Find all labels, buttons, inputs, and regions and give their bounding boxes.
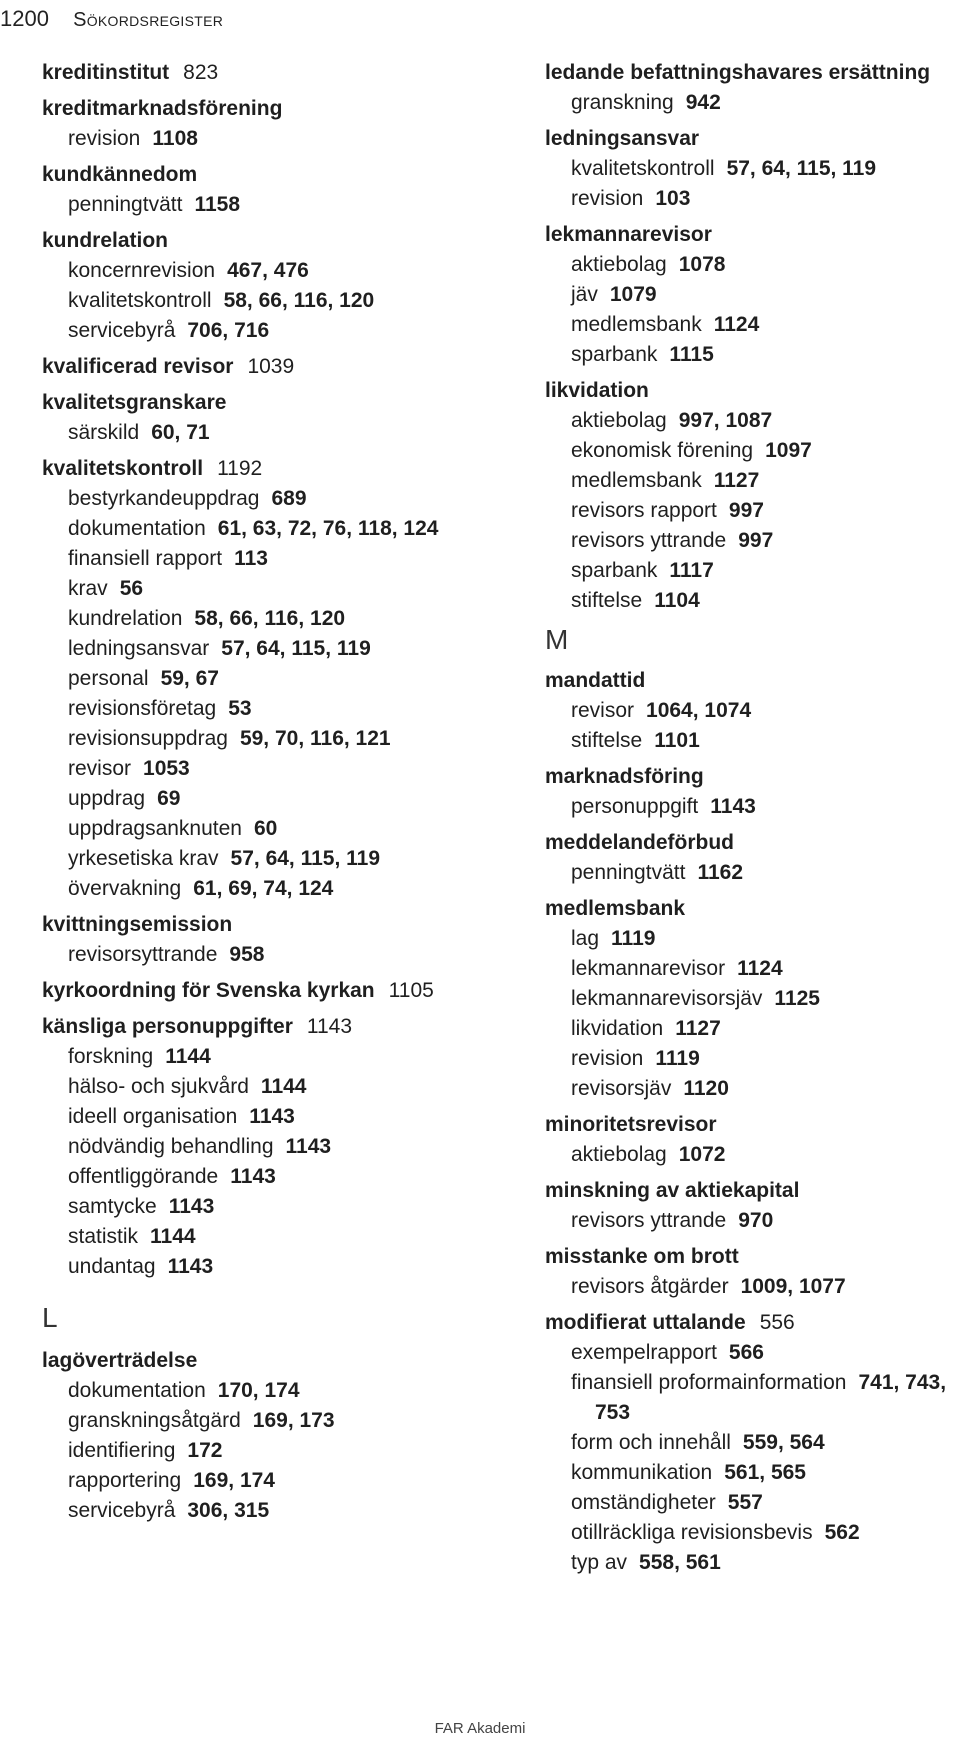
index-subentry (545, 466, 955, 496)
subentry-term: revisorsyttrande (68, 943, 218, 966)
index-subentry (545, 556, 955, 586)
index-headword (42, 454, 502, 484)
subentry-term: aktiebolag (571, 253, 667, 276)
headword-term: ledningsansvar (545, 127, 700, 150)
index-subentry (42, 544, 502, 574)
subentry-term: dokumentation (68, 517, 206, 540)
subentry-pages: 113 (234, 547, 268, 570)
index-entry (42, 1012, 502, 1282)
index-entry (42, 1346, 502, 1526)
index-headword (545, 1242, 955, 1272)
headword-pages: 823 (183, 61, 219, 84)
index-headword (42, 1346, 502, 1376)
subentry-term: personal (68, 667, 149, 690)
left-column (42, 58, 502, 1532)
subentry-pages: 103 (655, 187, 691, 210)
index-subentry (545, 696, 955, 726)
subentry-pages: 1143 (285, 1135, 332, 1158)
subentry-pages: 958 (229, 943, 265, 966)
subentry-term: identifiering (68, 1439, 176, 1462)
headword-pages: 1039 (247, 355, 295, 378)
subentry-pages: 1127 (713, 469, 760, 492)
index-headword (42, 58, 502, 88)
index-subentry (42, 1222, 502, 1252)
subentry-pages: 1143 (710, 795, 756, 818)
headword-term: medlemsbank (545, 897, 686, 920)
index-entry (545, 124, 955, 214)
index-headword (545, 894, 955, 924)
index-subentry (42, 1406, 502, 1436)
subentry-term: revisionsföretag (68, 697, 217, 720)
index-headword (545, 124, 955, 154)
headword-term: kvalitetsgranskare (42, 391, 227, 414)
index-subentry (42, 724, 502, 754)
index-subentry (42, 1436, 502, 1466)
index-entry (545, 762, 955, 822)
subentry-pages: 58, 66, 116, 120 (194, 607, 346, 630)
index-subentry (42, 694, 502, 724)
subentry-pages: 1078 (678, 253, 726, 276)
subentry-term: revisor (571, 699, 635, 722)
index-subentry (42, 574, 502, 604)
index-subentry (42, 1072, 502, 1102)
subentry-pages: 58, 66, 116, 120 (223, 289, 375, 312)
index-headword (545, 220, 955, 250)
subentry-pages: 169, 174 (193, 1469, 275, 1492)
index-subentry (545, 1338, 955, 1368)
subentry-term: finansiell proformainformation (571, 1371, 847, 1394)
subentry-term: revisor (68, 757, 132, 780)
index-headword (42, 910, 502, 940)
index-entry (545, 828, 955, 888)
index-entry (42, 388, 502, 448)
subentry-term: jäv (571, 283, 598, 306)
subentry-term: övervakning (68, 877, 182, 900)
headword-term: lagöverträdelse (42, 1349, 198, 1372)
subentry-pages: 1144 (165, 1045, 211, 1068)
subentry-term: ekonomisk förening (571, 439, 754, 462)
subentry-pages: 1064, 1074 (646, 699, 752, 722)
subentry-term: revision (571, 187, 644, 210)
index-subentry (42, 1042, 502, 1072)
index-subentry (545, 924, 955, 954)
index-subentry (545, 1368, 955, 1428)
subentry-pages: 59, 67 (160, 667, 219, 690)
index-headword (545, 1176, 955, 1206)
headword-term: misstanke om brott (545, 1245, 739, 1268)
index-headword (545, 58, 955, 88)
index-subentry (545, 1458, 955, 1488)
entry-list (42, 1346, 502, 1526)
headword-term: kundrelation (42, 229, 169, 252)
index-subentry (545, 858, 955, 888)
index-entry (42, 910, 502, 970)
subentry-term: särskild (68, 421, 140, 444)
index-subentry (42, 256, 502, 286)
index-subentry (545, 88, 955, 118)
section-title: Sökordsregister (73, 9, 224, 31)
index-entry (42, 454, 502, 904)
subentry-pages: 1101 (654, 729, 700, 752)
index-subentry (42, 874, 502, 904)
index-subentry (545, 954, 955, 984)
subentry-term: aktiebolag (571, 1143, 667, 1166)
subentry-term: koncernrevision (68, 259, 216, 282)
subentry-term: uppdrag (68, 787, 146, 810)
subentry-pages: 1127 (675, 1017, 721, 1040)
subentry-pages: 1124 (737, 957, 783, 980)
subentry-pages: 170, 174 (217, 1379, 300, 1402)
subentry-term: sparbank (571, 559, 658, 582)
index-subentry (42, 514, 502, 544)
subentry-term: nödvändig behandling (68, 1135, 274, 1158)
subentry-pages: 1009, 1077 (740, 1275, 846, 1298)
subentry-pages: 1143 (167, 1255, 214, 1278)
index-subentry (545, 792, 955, 822)
subentry-pages: 566 (728, 1341, 764, 1364)
subentry-term: lekmannarevisor (571, 957, 726, 980)
index-subentry (545, 1014, 955, 1044)
subentry-term: revisors åtgärder (571, 1275, 729, 1298)
index-subentry (42, 1102, 502, 1132)
subentry-term: stiftelse (571, 729, 643, 752)
index-subentry (545, 1044, 955, 1074)
subentry-pages: 559, 564 (742, 1431, 825, 1454)
subentry-term: yrkesetiska krav (68, 847, 219, 870)
subentry-pages: 562 (824, 1521, 860, 1544)
subentry-pages: 1120 (683, 1077, 729, 1100)
index-headword (42, 226, 502, 256)
subentry-pages: 1072 (678, 1143, 726, 1166)
subentry-term: dokumentation (68, 1379, 206, 1402)
index-subentry (42, 1376, 502, 1406)
subentry-pages: 61, 63, 72, 76, 118, 124 (217, 517, 439, 540)
subentry-pages: 69 (157, 787, 181, 810)
index-entry (545, 1308, 955, 1578)
subentry-term: omständigheter (571, 1491, 716, 1514)
subentry-term: hälso- och sjukvård (68, 1075, 249, 1098)
index-subentry (545, 496, 955, 526)
index-subentry (545, 280, 955, 310)
headword-term: likvidation (545, 379, 649, 402)
subentry-pages: 1115 (669, 343, 714, 366)
index-entry (545, 894, 955, 1104)
subentry-term: revision (571, 1047, 644, 1070)
subentry-pages: 1108 (152, 127, 198, 150)
subentry-pages: 561, 565 (724, 1461, 806, 1484)
subentry-pages: 56 (119, 577, 144, 600)
index-subentry (545, 1140, 955, 1170)
subentry-pages: 57, 64, 115, 119 (726, 157, 877, 180)
subentry-pages: 1158 (194, 193, 240, 216)
subentry-pages: 59, 70, 116, 121 (239, 727, 391, 750)
footer-publisher: FAR Akademi (434, 1720, 526, 1737)
index-headword (42, 976, 502, 1006)
subentry-term: kvalitetskontroll (68, 289, 212, 312)
subentry-term: rapportering (68, 1469, 182, 1492)
subentry-pages: 1104 (654, 589, 700, 612)
index-subentry (42, 604, 502, 634)
subentry-pages: 57, 64, 115, 119 (221, 637, 371, 660)
subentry-pages: 1143 (168, 1195, 215, 1218)
subentry-term: personuppgift (571, 795, 699, 818)
index-subentry (545, 406, 955, 436)
index-entry (545, 376, 955, 616)
index-subentry (42, 1466, 502, 1496)
subentry-term: finansiell rapport (68, 547, 223, 570)
index-subentry (545, 340, 955, 370)
index-subentry (545, 1272, 955, 1302)
subentry-term: medlemsbank (571, 313, 702, 336)
subentry-term: uppdragsanknuten (68, 817, 242, 840)
index-entry (545, 58, 955, 118)
subentry-term: otillräckliga revisionsbevis (571, 1521, 813, 1544)
page-header (0, 6, 223, 32)
index-entry (42, 352, 502, 382)
letter-heading-l: L (42, 1302, 58, 1333)
index-headword (545, 666, 955, 696)
index-entry (545, 1110, 955, 1170)
index-subentry (42, 664, 502, 694)
subentry-term: revisionsuppdrag (68, 727, 228, 750)
index-subentry (42, 1496, 502, 1526)
subentry-term: samtycke (68, 1195, 157, 1218)
subentry-pages: 1117 (669, 559, 714, 582)
subentry-term: undantag (68, 1255, 156, 1278)
index-headword (42, 94, 502, 124)
index-subentry (42, 418, 502, 448)
subentry-term: exempelrapport (571, 1341, 717, 1364)
index-headword (545, 762, 955, 792)
index-subentry (42, 190, 502, 220)
index-subentry (545, 436, 955, 466)
subentry-term: sparbank (571, 343, 658, 366)
index-entry (42, 160, 502, 220)
subentry-pages: 467, 476 (227, 259, 309, 282)
subentry-pages: 61, 69, 74, 124 (193, 877, 334, 900)
headword-pages: 1143 (306, 1015, 353, 1038)
entry-list (545, 58, 955, 616)
subentry-pages: 997 (728, 499, 764, 522)
subentry-term: servicebyrå (68, 319, 176, 342)
subentry-pages: 997, 1087 (678, 409, 773, 432)
index-subentry (42, 940, 502, 970)
subentry-term: servicebyrå (68, 1499, 176, 1522)
subentry-pages: 1162 (697, 861, 743, 884)
subentry-term: granskning (571, 91, 674, 114)
headword-term: ledande befattningshavares ersättning (545, 61, 931, 84)
index-headword (42, 160, 502, 190)
right-column (545, 58, 955, 1584)
index-headword (545, 828, 955, 858)
subentry-term: revisors yttrande (571, 529, 727, 552)
subentry-pages: 1079 (609, 283, 657, 306)
subentry-term: lekmannarevisorsjäv (571, 987, 763, 1010)
index-entry (42, 94, 502, 154)
index-headword (42, 1012, 502, 1042)
subentry-pages: 1144 (260, 1075, 307, 1098)
subentry-pages: 53 (228, 697, 252, 720)
subentry-pages: 1124 (713, 313, 760, 336)
headword-term: minoritetsrevisor (545, 1113, 717, 1136)
subentry-term: medlemsbank (571, 469, 702, 492)
headword-pages: 1105 (388, 979, 434, 1002)
entry-list (545, 666, 955, 1578)
index-subentry (545, 1518, 955, 1548)
subentry-term: typ av (571, 1551, 628, 1574)
index-subentry (42, 286, 502, 316)
index-entry (42, 226, 502, 346)
subentry-term: ideell organisation (68, 1105, 238, 1128)
subentry-term: revisors yttrande (571, 1209, 727, 1232)
subentry-term: revision (68, 127, 141, 150)
subentry-term: form och innehåll (571, 1431, 731, 1454)
index-subentry (545, 250, 955, 280)
headword-term: kreditinstitut (42, 61, 170, 84)
index-subentry (42, 124, 502, 154)
index-subentry (545, 726, 955, 756)
subentry-term: granskningsåtgärd (68, 1409, 241, 1432)
subentry-term: offentliggörande (68, 1165, 219, 1188)
index-entry (545, 1176, 955, 1236)
subentry-term: stiftelse (571, 589, 643, 612)
index-entry (42, 58, 502, 88)
index-subentry (545, 526, 955, 556)
headword-term: kvalificerad revisor (42, 355, 234, 378)
subentry-term: penningtvätt (68, 193, 183, 216)
index-entry (545, 666, 955, 756)
headword-term: kvittningsemission (42, 913, 233, 936)
index-subentry (545, 1206, 955, 1236)
index-subentry (42, 1192, 502, 1222)
index-subentry (42, 1162, 502, 1192)
index-subentry (545, 586, 955, 616)
subentry-pages: 1125 (774, 987, 820, 1010)
index-headword (545, 1308, 955, 1338)
entry-list (42, 58, 502, 1282)
index-subentry (42, 634, 502, 664)
index-subentry (545, 154, 955, 184)
subentry-pages: 1143 (249, 1105, 295, 1128)
subentry-pages: 172 (187, 1439, 223, 1462)
subentry-pages: 1097 (765, 439, 812, 462)
index-subentry (42, 754, 502, 784)
subentry-pages: 1053 (143, 757, 190, 780)
subentry-pages: 1119 (655, 1047, 700, 1070)
subentry-term: ledningsansvar (68, 637, 210, 660)
headword-term: meddelandeförbud (545, 831, 735, 854)
subentry-pages: 169, 173 (252, 1409, 335, 1432)
index-subentry (545, 1548, 955, 1578)
subentry-term: bestyrkandeuppdrag (68, 487, 260, 510)
headword-term: kvalitetskontroll (42, 457, 204, 480)
headword-term: lekmannarevisor (545, 223, 712, 246)
index-subentry (545, 1488, 955, 1518)
index-subentry (545, 310, 955, 340)
subentry-term: likvidation (571, 1017, 664, 1040)
headword-term: mandattid (545, 669, 646, 692)
subentry-term: statistik (68, 1225, 139, 1248)
subentry-term: krav (68, 577, 108, 600)
subentry-pages: 306, 315 (187, 1499, 270, 1522)
index-subentry (42, 316, 502, 346)
subentry-pages: 1144 (150, 1225, 196, 1248)
subentry-term: revisorsjäv (571, 1077, 672, 1100)
subentry-pages: 1143 (230, 1165, 276, 1188)
headword-term: känsliga personuppgifter (42, 1015, 293, 1038)
subentry-term: forskning (68, 1045, 154, 1068)
headword-term: kundkännedom (42, 163, 198, 186)
index-subentry (545, 1428, 955, 1458)
index-headword (42, 388, 502, 418)
headword-term: kreditmarknadsförening (42, 97, 283, 120)
subentry-term: kundrelation (68, 607, 183, 630)
subentry-pages: 60, 71 (151, 421, 210, 444)
index-subentry (545, 1074, 955, 1104)
index-subentry (42, 844, 502, 874)
index-subentry (545, 184, 955, 214)
subentry-term: penningtvätt (571, 861, 686, 884)
subentry-pages: 557 (727, 1491, 763, 1514)
index-subentry (42, 484, 502, 514)
index-headword (545, 1110, 955, 1140)
subentry-pages: 970 (738, 1209, 774, 1232)
subentry-pages: 689 (271, 487, 307, 510)
index-subentry (545, 984, 955, 1014)
subentry-term: kvalitetskontroll (571, 157, 715, 180)
headword-term: marknadsföring (545, 765, 704, 788)
index-headword (545, 376, 955, 406)
page-number: 1200 (0, 6, 49, 31)
subentry-term: kommunikation (571, 1461, 713, 1484)
headword-term: kyrkoordning för Svenska kyrkan (42, 979, 375, 1002)
subentry-term: revisors rapport (571, 499, 717, 522)
subentry-pages: 57, 64, 115, 119 (230, 847, 381, 870)
subentry-pages: 1119 (611, 927, 656, 950)
headword-term: modifierat uttalande (545, 1311, 746, 1334)
index-entry (545, 1242, 955, 1302)
letter-heading-m: M (545, 624, 569, 655)
subentry-pages: 558, 561 (639, 1551, 721, 1574)
index-subentry (42, 1132, 502, 1162)
headword-term: minskning av aktiekapital (545, 1179, 800, 1202)
headword-pages: 556 (759, 1311, 795, 1334)
subentry-term: lag (571, 927, 600, 950)
subentry-term: aktiebolag (571, 409, 667, 432)
index-subentry (42, 784, 502, 814)
subentry-pages: 741, 743, 753 (595, 1371, 947, 1424)
index-subentry (42, 1252, 502, 1282)
subentry-pages: 997 (738, 529, 774, 552)
index-entry (42, 976, 502, 1006)
subentry-pages: 942 (685, 91, 721, 114)
index-subentry (42, 814, 502, 844)
subentry-pages: 60 (253, 817, 278, 840)
subentry-pages: 706, 716 (187, 319, 270, 342)
index-headword (42, 352, 502, 382)
headword-pages: 1192 (217, 457, 263, 480)
index-entry (545, 220, 955, 370)
